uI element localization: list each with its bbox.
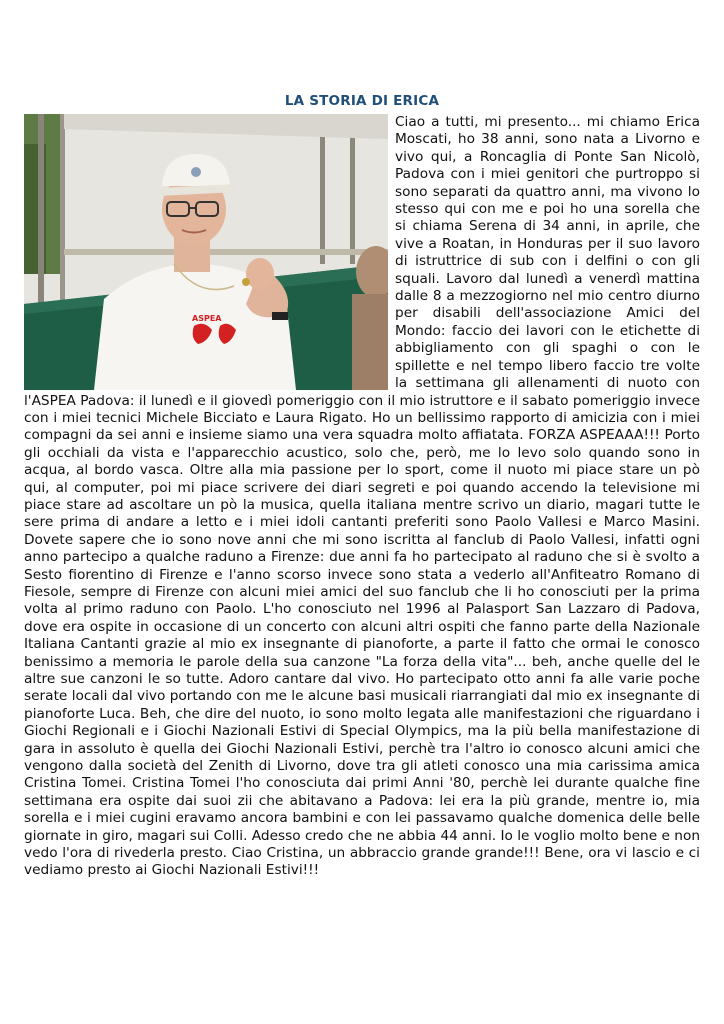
- shirt-logo-text: ASPEA: [192, 314, 222, 323]
- article-title: LA STORIA DI ERICA: [284, 93, 440, 109]
- erica-photo: [24, 114, 388, 390]
- article-body-container: [24, 114, 700, 880]
- article-body-text: Ciao a tutti, mi presento... mi chiamo Erica Moscati, ho 38 anni, sono nata a Livorno e vivo qui, a Roncaglia di Ponte San Nicolò, Padova con i miei genitori che purtroppo si sono separati da quattro anni, ma vivono lo stesso qui con me e poi ho una sorella che si chiama Serena di 34 anni, in aprile, che vive a Roatan, in Honduras per il suo lavoro di istruttrice di sub con i delfini o con gli squali. Lavoro dal lunedì a venerdì mattina dalle 8 a mezzogiorno nel mio centro diurno per disabili dell'associazione Amici del Mondo: faccio dei lavori con le etichette di abbigliamento con gli spaghi o con le spillette e nel tempo libero faccio tre volte la settimana gli allenamenti di nuoto con l'ASPEA Padova: il lunedì e il giovedì pomeriggio con il mio istruttore e il sabato pomeriggio invece con i miei tecnici Michele Bicciato e Laura Rigato. Ho un bellissimo rapporto di amicizia con i miei compagni da sei anni e insieme siamo una vera squadra molto affiatata. FORZA ASPEAAA!!! Porto gli occhiali da vista e l'apparecchio acustico, solo che, però, me lo levo solo quando sono in acqua, al bordo vasca. Oltre alla mia passione per lo sport, come il nuoto mi piace stare un pò qui, al computer, poi mi piace scrivere dei diari segreti e poi quando accendo la televisione mi piace stare ad ascoltare un pò la musica, quella italiana mentre scrivo un diario, magari tutte le sere prima di andare a letto e i miei idoli cantanti preferiti sono Paolo Vallesi e Marco Masini. Dovete sapere che io sono nove anni che mi sono iscritta al fanclub di Paolo Vallesi, infatti ogni anno partecipo a qualche raduno a Firenze: due anni fa ho partecipato al raduno che si è svolto a Sesto fiorentino di Firenze e l'anno scorso invece sono stata a vederlo all'Anfiteatro Romano di Fiesole, sempre di Firenze con alcuni miei amici del suo fanclub che li ho conosciuti per la prima volta al primo raduno con Paolo. L'ho conosciuto nel 1996 al Palasport San Lazzaro di Padova, dove era ospite in occasione di un concerto con alcuni altri ospiti che fanno parte della Nazionale Italiana Cantanti grazie al mio ex insegnante di pianoforte, a parte il fatto che ormai le conosco benissimo a memoria le parole della sua canzone "La forza della vita"... beh, anche quelle del le altre sue canzoni le so tutte. Adoro cantare dal vivo. Ho partecipato otto anni fa alle varie poche serate locali dal vivo portando con me le alcune basi musicali riarrangiati dal mio ex insegnante di pianoforte Luca. Beh, che dire del nuoto, io sono molto legata alle manifestazioni che riguardano i Giochi Regionali e i Giochi Nazionali Estivi di Special Olympics, ma la più bella manifestazione di gara in assoluto è quella dei Giochi Nazionali Estivi, perchè tra l'altro io conosco alcuni amici che vengono dalla società del Zenith di Livorno, dove tra gli atleti conosco una mia carissima amica Cristina Tomei. Cristina Tomei l'ho conosciuta dai primi Anni '80, perchè lei durante qualche fine settimana era ospite dai suoi zii che abitavano a Padova: lei era la più grande, mentre io, mia sorella e i miei cugini eravamo ancora bambini e con lei passavamo qualche domenica delle belle giornate in giro, magari sui Colli. Adesso credo che ne abbia 44 anni. Io le voglio molto bene e non vedo l'ora di rivederla presto. Ciao Cristina, un abbraccio grande grande!!! Bene, ora vi lascio e ci vediamo presto ai Giochi Nazionali Estivi!!!: [24, 114, 700, 879]
